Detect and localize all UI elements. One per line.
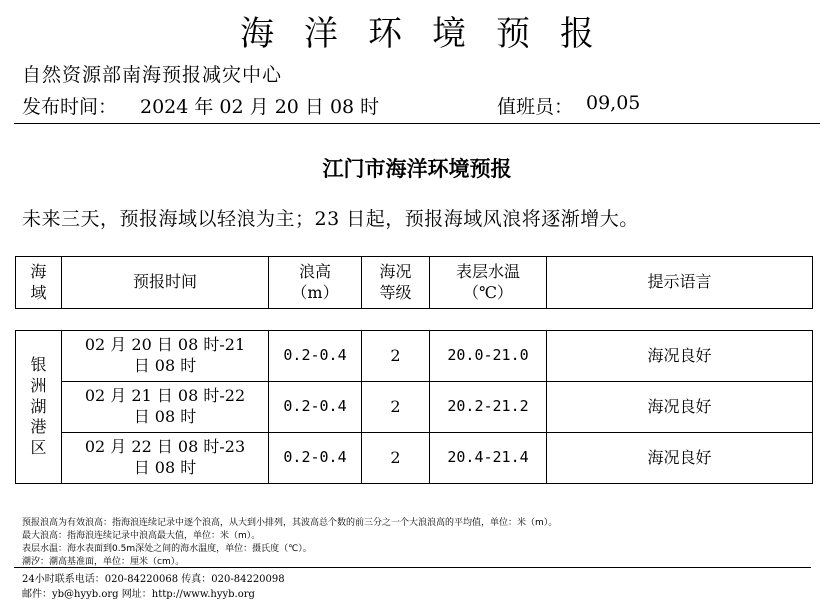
header-advice: 提示语言 [547,257,813,309]
forecast-table-header [15,256,813,309]
issue-time-value: 2024 年 02 月 20 日 08 时 [140,96,380,118]
contact-web: 邮件：yb@hyyb.org 网址：http://www.hyyb.org [22,589,255,600]
advice-cell: 海况良好 [547,433,813,484]
note-tide: 潮汐：潮高基准面，单位：厘米（cm）。 [22,557,185,567]
sea-state-cell: 2 [362,382,430,433]
area-name-cell: 银洲湖港区 [16,331,62,484]
issuing-organization: 自然资源部南海预报减灾中心 [22,64,283,86]
wave-height-cell: 0.2-0.4 [269,433,362,484]
table-row [16,382,813,433]
duty-officer-value: 09,05 [586,92,641,114]
wave-height-cell: 0.2-0.4 [269,382,362,433]
forecast-table [15,330,813,484]
header-wave: 浪高（m） [269,257,362,309]
footer-divider [14,567,811,568]
sea-state-cell: 2 [362,433,430,484]
sea-state-cell: 2 [362,331,430,382]
header-row [16,257,813,309]
wave-height-cell: 0.2-0.4 [269,331,362,382]
note-max-wave: 最大浪高：指海浪连续记录中浪高最大值，单位：米（m）。 [22,531,261,541]
header-divider [14,123,820,124]
issue-time-label: 发布时间： [22,96,118,118]
note-surface-temp: 表层水温：海水表面到0.5m深处之间的海水温度，单位：摄氏度（℃）。 [22,544,312,554]
water-temp-cell: 20.2-21.2 [430,382,547,433]
header-area: 海域 [16,257,62,309]
note-wave-height: 预报浪高为有效浪高：指海浪连续记录中逐个浪高，从大到小排列，其波高总个数的前三分之一个大浪浪高的平均值，单位：米（m）。 [22,518,558,528]
duty-officer-label: 值班员： [497,96,574,118]
header-sea-state: 海况等级 [362,257,430,309]
water-temp-cell: 20.4-21.4 [430,433,547,484]
advice-cell: 海况良好 [547,331,813,382]
advice-cell: 海况良好 [547,382,813,433]
forecast-time-cell: 02 月 22 日 08 时-23 日 08 时 [62,433,269,484]
header-time: 预报时间 [62,257,269,309]
table-row [16,331,813,382]
water-temp-cell: 20.0-21.0 [430,331,547,382]
forecast-time-cell: 02 月 21 日 08 时-22 日 08 时 [62,382,269,433]
section-title: 江门市海洋环境预报 [322,157,512,181]
forecast-summary: 未来三天，预报海域以轻浪为主；23 日起，预报海域风浪将逐渐增大。 [22,208,639,230]
contact-phone: 24小时联系电话：020-84220068 传真：020-84220098 [22,574,285,585]
header-sst: 表层水温（℃） [430,257,547,309]
document-title: 海洋环境预报 [240,14,624,54]
table-row [16,433,813,484]
forecast-time-cell: 02 月 20 日 08 时-21 日 08 时 [62,331,269,382]
